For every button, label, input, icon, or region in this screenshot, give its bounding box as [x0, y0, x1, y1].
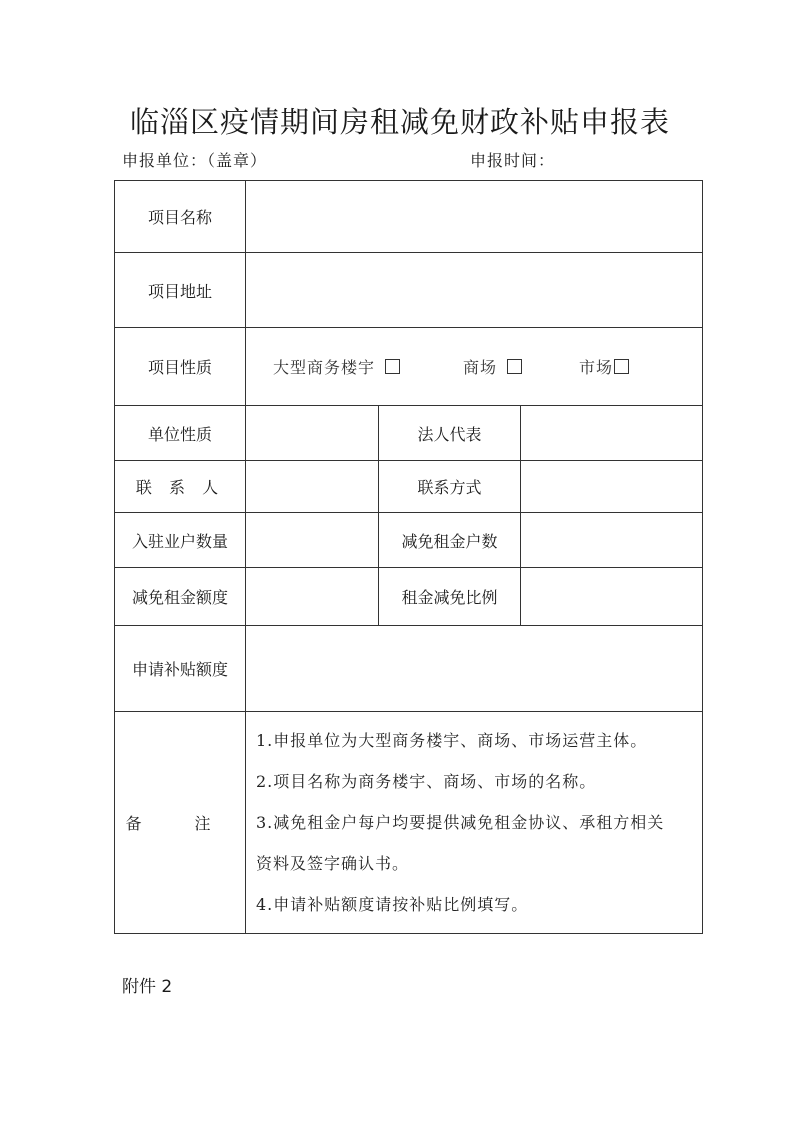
option-mall — [463, 355, 579, 378]
project-name-field[interactable] — [246, 181, 703, 253]
unit-nature-label: 单位性质 — [115, 406, 246, 461]
subsidy-amount-field[interactable] — [246, 626, 703, 712]
project-name-label: 项目名称 — [115, 181, 246, 253]
reduction-ratio-field[interactable] — [521, 568, 703, 626]
attachment-label: 附件 2 — [122, 977, 173, 997]
reduction-ratio-label: 租金减免比例 — [379, 568, 521, 626]
reduced-amount-field[interactable] — [246, 568, 379, 626]
row-counts — [115, 513, 703, 568]
applicant-unit-label: 申报单位：（盖章） — [122, 151, 268, 170]
option-mall-label: 商场 — [463, 358, 498, 377]
contact-method-field[interactable] — [521, 461, 703, 513]
row-unit-nature — [115, 406, 703, 461]
contact-person-label: 联 系 人 — [115, 461, 246, 513]
option-office-building-label: 大型商务楼宇 — [273, 358, 376, 377]
tenant-count-field[interactable] — [246, 513, 379, 568]
unit-nature-field[interactable] — [246, 406, 379, 461]
option-office-building — [273, 355, 463, 378]
row-project-address — [115, 253, 703, 328]
application-time-label: 申报时间： — [470, 151, 556, 170]
office-building-checkbox[interactable] — [385, 359, 400, 374]
row-amounts — [115, 568, 703, 626]
notes-content — [246, 712, 703, 934]
notes-label: 备 注 — [115, 712, 246, 934]
reduced-households-field[interactable] — [521, 513, 703, 568]
row-notes — [115, 712, 703, 934]
application-form-table — [114, 180, 703, 934]
row-project-nature — [115, 328, 703, 406]
reduced-households-label: 减免租金户数 — [379, 513, 521, 568]
row-project-name — [115, 181, 703, 253]
reduced-amount-label: 减免租金额度 — [115, 568, 246, 626]
note-line: 4.申请补贴额度请按补贴比例填写。 — [256, 895, 529, 914]
project-address-field[interactable] — [246, 253, 703, 328]
project-nature-label: 项目性质 — [115, 328, 246, 406]
contact-person-field[interactable] — [246, 461, 379, 513]
note-line: 2.项目名称为商务楼宇、商场、市场的名称。 — [256, 772, 597, 791]
option-market — [579, 355, 629, 378]
note-line: 资料及签字确认书。 — [256, 854, 410, 873]
legal-rep-field[interactable] — [521, 406, 703, 461]
row-subsidy — [115, 626, 703, 712]
form-title: 临淄区疫情期间房租减免财政补贴申报表 — [129, 105, 670, 139]
project-address-label: 项目地址 — [115, 253, 246, 328]
row-contact — [115, 461, 703, 513]
subsidy-amount-label: 申请补贴额度 — [115, 626, 246, 712]
project-nature-options — [246, 328, 703, 406]
market-checkbox[interactable] — [614, 359, 629, 374]
option-market-label: 市场 — [579, 358, 614, 377]
note-line: 1.申报单位为大型商务楼宇、商场、市场运营主体。 — [256, 731, 648, 750]
legal-rep-label: 法人代表 — [379, 406, 521, 461]
mall-checkbox[interactable] — [507, 359, 522, 374]
note-line: 3.减免租金户每户均要提供减免租金协议、承租方相关 — [256, 813, 665, 832]
contact-method-label: 联系方式 — [379, 461, 521, 513]
tenant-count-label: 入驻业户数量 — [115, 513, 246, 568]
